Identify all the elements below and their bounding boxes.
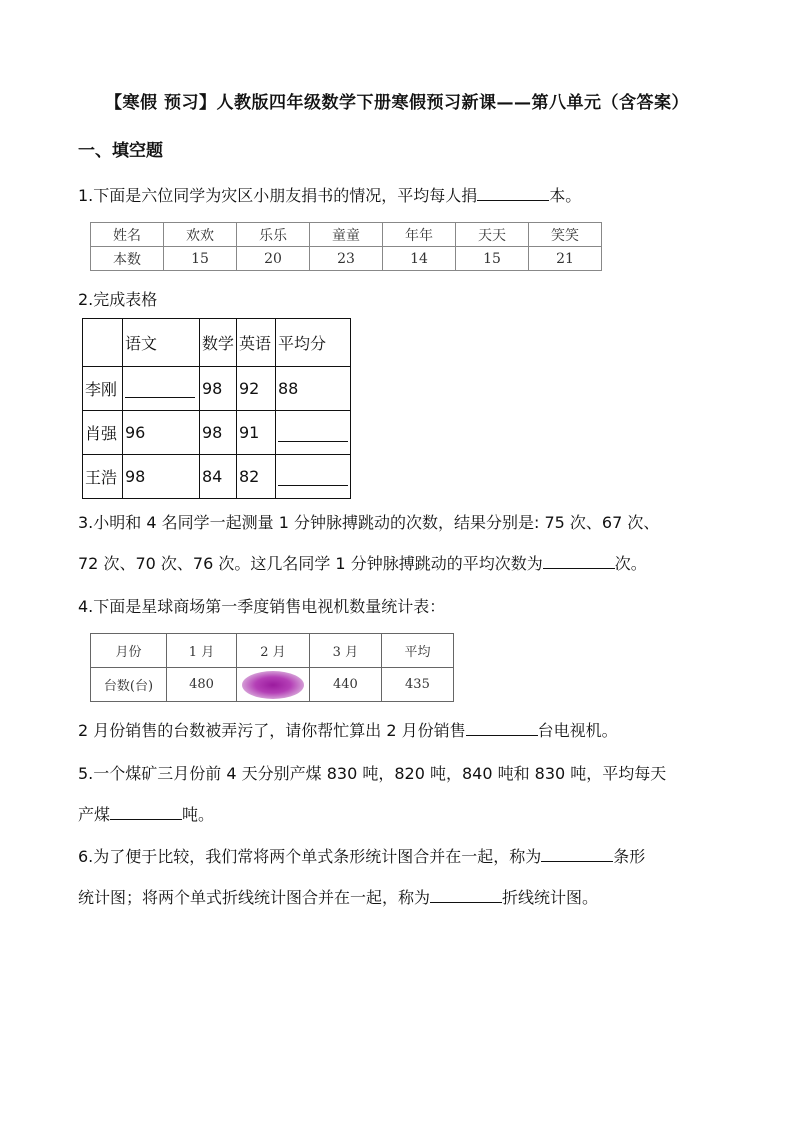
answer-blank bbox=[110, 801, 182, 820]
question-6-text-2: 统计图；将两个单式折线统计图合并在一起，称为 bbox=[78, 888, 431, 907]
answer-blank bbox=[278, 469, 348, 486]
table-cell: 15 bbox=[164, 247, 237, 271]
question-4: 4.下面是星球商场第一季度销售电视机数量统计表： bbox=[78, 597, 446, 616]
table-cell: 84 bbox=[200, 455, 237, 499]
table-row bbox=[91, 223, 602, 247]
question-4-suffix: 台电视机。 bbox=[537, 721, 618, 740]
table-cell: 欢欢 bbox=[164, 223, 237, 247]
question-1-text: 1.下面是六位同学为灾区小朋友捐书的情况，平均每人捐 bbox=[78, 186, 478, 205]
table-cell: 年年 bbox=[383, 223, 456, 247]
question-4-text: 2 月份销售的台数被弄污了，请你帮忙算出 2 月份销售 bbox=[78, 721, 466, 740]
question-6-text: 6.为了便于比较，我们常将两个单式条形统计图合并在一起，称为 bbox=[78, 847, 542, 866]
table-cell: 本数 bbox=[91, 247, 164, 271]
table-cell: 15 bbox=[456, 247, 529, 271]
table-row bbox=[91, 668, 454, 702]
question-3-line-1: 3.小明和 4 名同学一起测量 1 分钟脉搏跳动的次数，结果分别是: 75 次、67 次、 bbox=[78, 513, 660, 532]
answer-blank bbox=[278, 425, 348, 442]
tv-sales-table bbox=[90, 633, 454, 702]
table-cell: 14 bbox=[383, 247, 456, 271]
table-cell: 月份 bbox=[91, 634, 167, 668]
table-cell: 20 bbox=[237, 247, 310, 271]
question-6-line-2 bbox=[78, 880, 598, 916]
answer-blank bbox=[466, 717, 538, 736]
table-cell: 21 bbox=[529, 247, 602, 271]
table-cell: 98 bbox=[200, 411, 237, 455]
table-cell: 英语 bbox=[237, 319, 276, 367]
table-row bbox=[83, 455, 351, 499]
table-cell: 姓名 bbox=[91, 223, 164, 247]
question-5-suffix: 吨。 bbox=[182, 805, 215, 824]
section-heading: 一、填空题 bbox=[78, 141, 163, 161]
question-5-line-2 bbox=[78, 797, 214, 833]
question-6-suffix: 条形 bbox=[613, 847, 646, 866]
table-row bbox=[91, 634, 454, 668]
question-3-text: 72 次、70 次、76 次。这几名同学 1 分钟脉搏跳动的平均次数为 bbox=[78, 554, 543, 573]
table-cell: 平均分 bbox=[276, 319, 351, 367]
table-cell: 88 bbox=[276, 367, 351, 411]
table-cell bbox=[276, 411, 351, 455]
answer-blank bbox=[541, 843, 613, 862]
answer-blank bbox=[543, 550, 615, 569]
table-cell: 平均 bbox=[381, 634, 453, 668]
answer-blank bbox=[125, 381, 195, 398]
table-row bbox=[83, 411, 351, 455]
table-cell: 王浩 bbox=[83, 455, 123, 499]
table-cell: 3 月 bbox=[309, 634, 381, 668]
table-cell: 童童 bbox=[310, 223, 383, 247]
question-1 bbox=[78, 178, 581, 214]
question-4-follow-up bbox=[78, 713, 618, 749]
table-cell: 天天 bbox=[456, 223, 529, 247]
table-cell: 笑笑 bbox=[529, 223, 602, 247]
table-cell: 23 bbox=[310, 247, 383, 271]
table-cell: 李刚 bbox=[83, 367, 123, 411]
table-cell: 1 月 bbox=[166, 634, 236, 668]
question-3-line-2 bbox=[78, 546, 647, 582]
table-cell: 乐乐 bbox=[237, 223, 310, 247]
table-row bbox=[91, 247, 602, 271]
table-cell: 91 bbox=[237, 411, 276, 455]
table-cell: 语文 bbox=[123, 319, 200, 367]
table-row bbox=[83, 367, 351, 411]
table-row bbox=[83, 319, 351, 367]
book-donation-table bbox=[90, 222, 602, 271]
table-cell: 480 bbox=[166, 668, 236, 702]
question-5-line-1: 5.一个煤矿三月份前 4 天分别产煤 830 吨，820 吨，840 吨和 830 吨，平均每天 bbox=[78, 764, 667, 783]
table-cell: 96 bbox=[123, 411, 200, 455]
table-cell: 92 bbox=[237, 367, 276, 411]
table-cell bbox=[83, 319, 123, 367]
table-cell: 台数(台) bbox=[91, 668, 167, 702]
table-cell: 数学 bbox=[200, 319, 237, 367]
table-cell bbox=[276, 455, 351, 499]
table-cell: 肖强 bbox=[83, 411, 123, 455]
table-cell: 98 bbox=[200, 367, 237, 411]
table-cell: 98 bbox=[123, 455, 200, 499]
question-2: 2.完成表格 bbox=[78, 290, 158, 309]
question-6-suffix-2: 折线统计图。 bbox=[502, 888, 599, 907]
question-3-suffix: 次。 bbox=[614, 554, 647, 573]
question-6-line-1 bbox=[78, 839, 645, 875]
question-1-suffix: 本。 bbox=[549, 186, 582, 205]
table-cell: 82 bbox=[237, 455, 276, 499]
table-cell: 440 bbox=[309, 668, 381, 702]
answer-blank bbox=[430, 884, 502, 903]
question-5-text: 产煤 bbox=[78, 805, 111, 824]
page-title: 【寒假 预习】人教版四年级数学下册寒假预习新课——第八单元（含答案） bbox=[105, 93, 689, 113]
table-cell bbox=[123, 367, 200, 411]
answer-blank bbox=[477, 182, 549, 201]
score-table bbox=[82, 318, 351, 499]
table-cell: 435 bbox=[381, 668, 453, 702]
table-cell bbox=[237, 668, 310, 702]
table-cell: 2 月 bbox=[237, 634, 310, 668]
ink-smudge bbox=[242, 671, 304, 699]
